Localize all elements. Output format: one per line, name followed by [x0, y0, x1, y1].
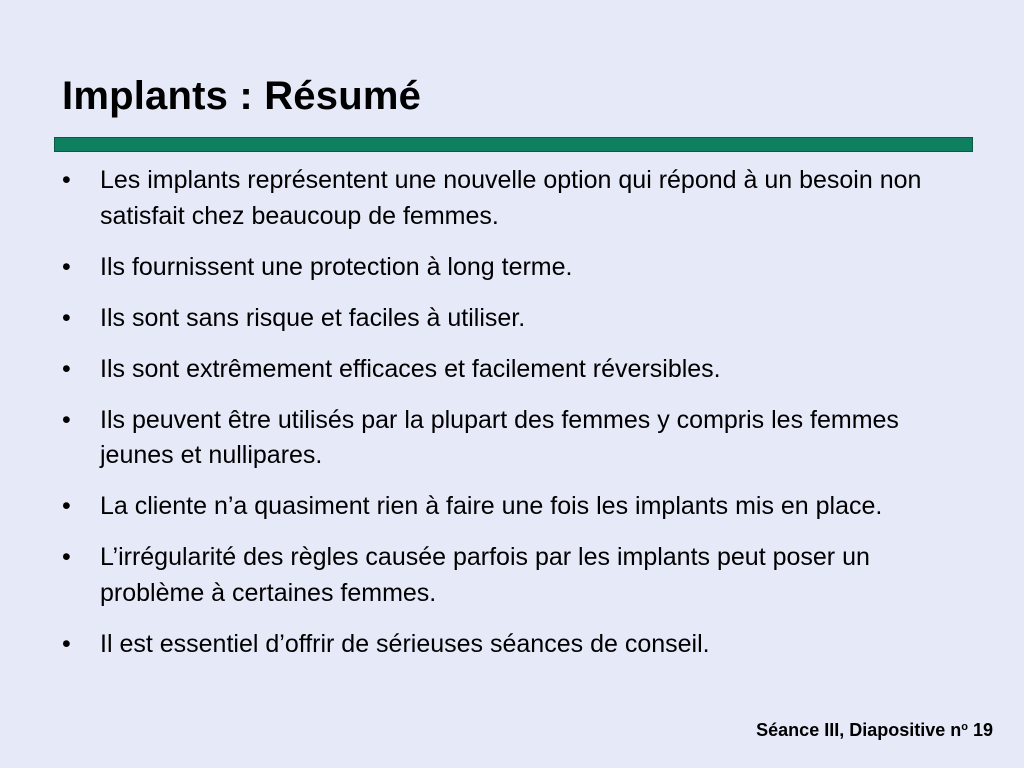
- bullet-text: Ils peuvent être utilisés par la plupart des femmes y compris les femmes jeunes et nullipares.: [100, 405, 899, 469]
- footer-label: Séance III, Diapositive n: [756, 720, 962, 740]
- bullet-dot: •: [62, 166, 71, 194]
- bullet-text: Ils sont extrêmement efficaces et facilement réversibles.: [100, 354, 721, 383]
- title-divider: [54, 137, 973, 152]
- bullet-dot: •: [62, 543, 71, 571]
- bullet-item: [62, 540, 962, 611]
- bullet-dot: •: [62, 405, 71, 434]
- bullet-dot: •: [62, 629, 71, 658]
- bullet-item: [62, 403, 962, 474]
- bullet-dot: •: [62, 252, 71, 281]
- bullet-dot: •: [62, 354, 71, 383]
- bullet-text: Ils sont sans risque et faciles à utiliser.: [100, 303, 526, 332]
- footer-slide-number: 19: [967, 720, 993, 740]
- bullet-list: [62, 163, 962, 678]
- bullet-dot: •: [62, 303, 71, 332]
- bullet-text: L’irrégularité des règles causée parfois par les implants peut poser un problème à certaines femmes.: [100, 543, 870, 607]
- bullet-item: [62, 627, 962, 663]
- footer-superscript: o: [961, 721, 968, 733]
- bullet-item: [62, 250, 962, 286]
- bullet-item: [62, 301, 962, 337]
- bullet-item: [62, 352, 962, 388]
- bullet-text: La cliente n’a quasiment rien à faire une fois les implants mis en place.: [100, 492, 883, 520]
- bullet-text: Les implants représentent une nouvelle option qui répond à un besoin non satisfait chez beaucoup de femmes.: [100, 166, 922, 230]
- bullet-text: Ils fournissent une protection à long terme.: [100, 252, 573, 281]
- slide-footer: [756, 720, 993, 741]
- bullet-item: [62, 163, 962, 234]
- bullet-dot: •: [62, 492, 71, 520]
- bullet-text: Il est essentiel d’offrir de sérieuses séances de conseil.: [100, 629, 710, 658]
- bullet-item: [62, 489, 962, 525]
- slide-title: Implants : Résumé: [62, 74, 422, 118]
